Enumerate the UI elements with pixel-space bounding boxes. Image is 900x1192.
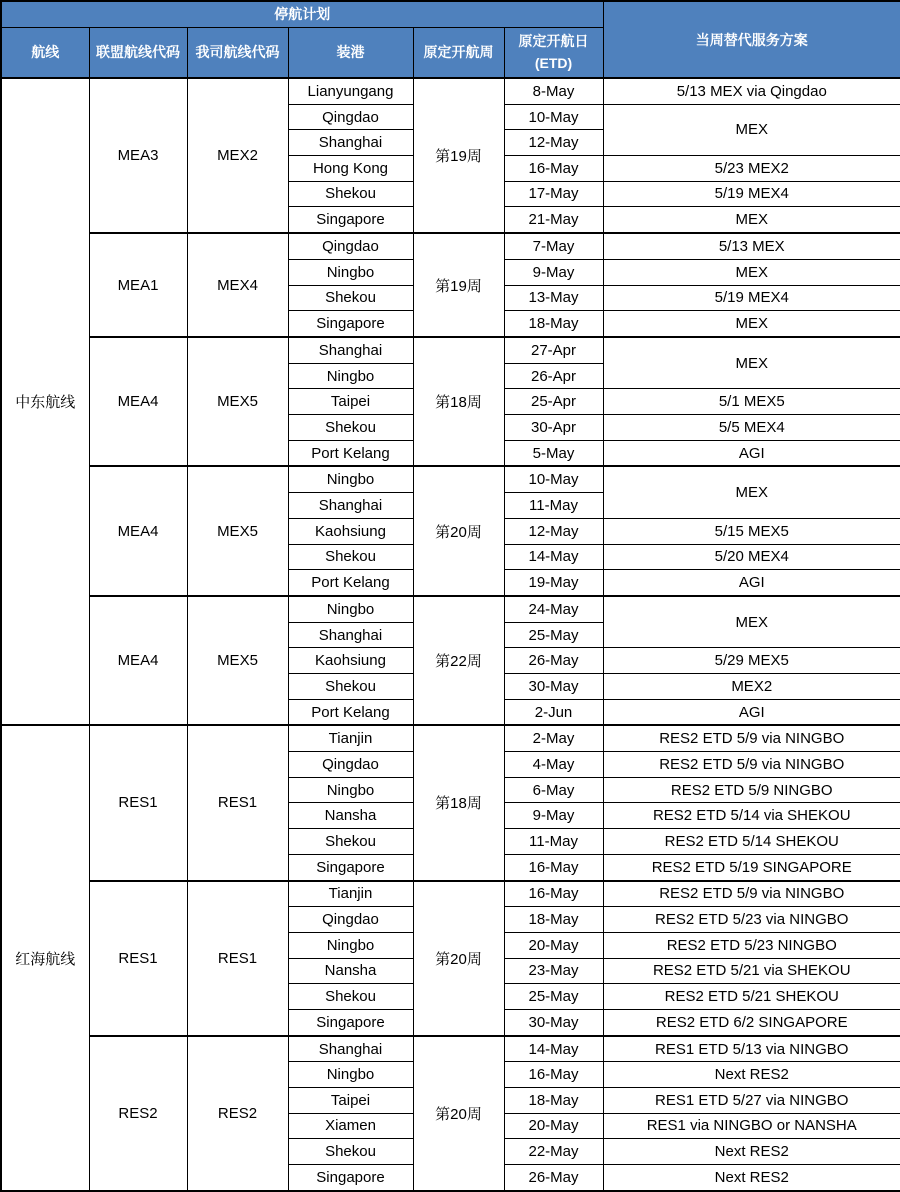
port-cell: Ningbo <box>288 259 413 285</box>
table-body <box>1 78 900 1191</box>
table-title: 停航计划 <box>1 1 603 27</box>
table-row <box>1 881 900 907</box>
alt-service-cell: RES2 ETD 5/21 via SHEKOU <box>603 958 900 984</box>
port-cell: Ningbo <box>288 932 413 958</box>
alliance-code-cell: RES2 <box>89 1036 187 1191</box>
port-cell: Shekou <box>288 1139 413 1165</box>
etd-cell: 8-May <box>504 78 603 104</box>
alt-service-cell: RES2 ETD 5/14 via SHEKOU <box>603 803 900 829</box>
etd-cell: 11-May <box>504 493 603 519</box>
etd-cell: 10-May <box>504 466 603 492</box>
etd-cell: 25-Apr <box>504 389 603 415</box>
port-cell: Kaohsiung <box>288 648 413 674</box>
alt-service-cell: RES2 ETD 5/9 via NINGBO <box>603 725 900 751</box>
alt-service-cell: RES2 ETD 5/19 SINGAPORE <box>603 854 900 880</box>
port-cell: Shekou <box>288 544 413 570</box>
week-cell: 第18周 <box>413 337 504 466</box>
table-row <box>1 725 900 751</box>
port-cell: Kaohsiung <box>288 518 413 544</box>
port-cell: Shekou <box>288 285 413 311</box>
port-cell: Shanghai <box>288 337 413 363</box>
etd-cell: 9-May <box>504 803 603 829</box>
etd-cell: 21-May <box>504 207 603 233</box>
port-cell: Qingdao <box>288 752 413 778</box>
port-cell: Tianjin <box>288 881 413 907</box>
port-cell: Singapore <box>288 1164 413 1191</box>
company-code-cell: MEX5 <box>187 337 288 466</box>
company-code-cell: MEX5 <box>187 466 288 595</box>
etd-cell: 18-May <box>504 907 603 933</box>
etd-cell: 25-May <box>504 622 603 648</box>
alt-service-cell: 5/5 MEX4 <box>603 415 900 441</box>
alt-service-cell: 5/1 MEX5 <box>603 389 900 415</box>
alt-service-cell: 5/13 MEX <box>603 233 900 259</box>
etd-cell: 14-May <box>504 1036 603 1062</box>
alt-service-header: 当周替代服务方案 <box>603 1 900 78</box>
alt-service-cell: 5/19 MEX4 <box>603 181 900 207</box>
company-code-cell: RES1 <box>187 881 288 1036</box>
alt-service-cell: MEX <box>603 596 900 648</box>
table-row <box>1 233 900 259</box>
port-cell: Shanghai <box>288 1036 413 1062</box>
port-cell: Shekou <box>288 673 413 699</box>
alt-service-cell: RES2 ETD 5/9 NINGBO <box>603 777 900 803</box>
port-cell: Qingdao <box>288 104 413 130</box>
etd-cell: 5-May <box>504 440 603 466</box>
alt-service-cell: AGI <box>603 699 900 725</box>
port-cell: Taipei <box>288 389 413 415</box>
alt-service-cell: 5/13 MEX via Qingdao <box>603 78 900 104</box>
alt-service-cell: RES2 ETD 5/23 via NINGBO <box>603 907 900 933</box>
alt-service-cell: RES1 via NINGBO or NANSHA <box>603 1113 900 1139</box>
port-cell: Tianjin <box>288 725 413 751</box>
alliance-code-cell: MEA4 <box>89 596 187 725</box>
company-code-cell: MEX4 <box>187 233 288 337</box>
etd-cell: 2-May <box>504 725 603 751</box>
company-code-cell: MEX2 <box>187 78 288 233</box>
alt-service-cell: 5/15 MEX5 <box>603 518 900 544</box>
alliance-code-cell: MEA3 <box>89 78 187 233</box>
port-cell: Taipei <box>288 1088 413 1114</box>
col-header-etd-line1: 原定开航日 <box>518 33 589 50</box>
col-header-week: 原定开航周 <box>413 27 504 78</box>
port-cell: Ningbo <box>288 596 413 622</box>
alt-service-cell: MEX <box>603 337 900 389</box>
table-row <box>1 596 900 622</box>
col-header-port: 装港 <box>288 27 413 78</box>
alt-service-cell: RES2 ETD 5/23 NINGBO <box>603 932 900 958</box>
etd-cell: 16-May <box>504 854 603 880</box>
etd-cell: 26-May <box>504 1164 603 1191</box>
etd-cell: 30-Apr <box>504 415 603 441</box>
port-cell: Port Kelang <box>288 570 413 596</box>
alt-service-cell: Next RES2 <box>603 1139 900 1165</box>
alt-service-cell: RES2 ETD 6/2 SINGAPORE <box>603 1009 900 1035</box>
col-header-company-code: 我司航线代码 <box>187 27 288 78</box>
route-cell: 红海航线 <box>1 725 89 1191</box>
etd-cell: 16-May <box>504 156 603 182</box>
etd-cell: 25-May <box>504 984 603 1010</box>
etd-cell: 12-May <box>504 130 603 156</box>
alt-service-cell: Next RES2 <box>603 1164 900 1191</box>
week-cell: 第18周 <box>413 725 504 880</box>
table-row <box>1 337 900 363</box>
etd-cell: 16-May <box>504 1062 603 1088</box>
port-cell: Shekou <box>288 415 413 441</box>
etd-cell: 2-Jun <box>504 699 603 725</box>
port-cell: Shanghai <box>288 493 413 519</box>
week-cell: 第19周 <box>413 78 504 233</box>
alt-service-cell: RES1 ETD 5/13 via NINGBO <box>603 1036 900 1062</box>
alt-service-cell: 5/29 MEX5 <box>603 648 900 674</box>
etd-cell: 26-May <box>504 648 603 674</box>
port-cell: Shanghai <box>288 130 413 156</box>
port-cell: Lianyungang <box>288 78 413 104</box>
etd-cell: 18-May <box>504 1088 603 1114</box>
port-cell: Port Kelang <box>288 699 413 725</box>
alt-service-cell: MEX2 <box>603 673 900 699</box>
alt-service-cell: MEX <box>603 259 900 285</box>
port-cell: Ningbo <box>288 466 413 492</box>
port-cell: Ningbo <box>288 777 413 803</box>
etd-cell: 20-May <box>504 1113 603 1139</box>
col-header-alliance-code: 联盟航线代码 <box>89 27 187 78</box>
port-cell: Xiamen <box>288 1113 413 1139</box>
port-cell: Singapore <box>288 854 413 880</box>
alt-service-cell: RES2 ETD 5/9 via NINGBO <box>603 881 900 907</box>
week-cell: 第20周 <box>413 881 504 1036</box>
port-cell: Shekou <box>288 829 413 855</box>
alliance-code-cell: MEA1 <box>89 233 187 337</box>
alliance-code-cell: RES1 <box>89 881 187 1036</box>
port-cell: Singapore <box>288 1009 413 1035</box>
alt-service-cell: MEX <box>603 104 900 155</box>
etd-cell: 16-May <box>504 881 603 907</box>
port-cell: Singapore <box>288 207 413 233</box>
week-cell: 第19周 <box>413 233 504 337</box>
etd-cell: 18-May <box>504 311 603 337</box>
port-cell: Hong Kong <box>288 156 413 182</box>
company-code-cell: RES2 <box>187 1036 288 1191</box>
alt-service-cell: RES1 ETD 5/27 via NINGBO <box>603 1088 900 1114</box>
alt-service-cell: RES2 ETD 5/21 SHEKOU <box>603 984 900 1010</box>
port-cell: Qingdao <box>288 907 413 933</box>
etd-cell: 10-May <box>504 104 603 130</box>
etd-cell: 24-May <box>504 596 603 622</box>
etd-cell: 26-Apr <box>504 363 603 389</box>
etd-cell: 20-May <box>504 932 603 958</box>
alt-service-cell: 5/19 MEX4 <box>603 285 900 311</box>
header-row-title <box>1 1 900 27</box>
company-code-cell: MEX5 <box>187 596 288 725</box>
etd-cell: 22-May <box>504 1139 603 1165</box>
col-header-route: 航线 <box>1 27 89 78</box>
table-row <box>1 78 900 104</box>
table-row <box>1 466 900 492</box>
port-cell: Ningbo <box>288 363 413 389</box>
port-cell: Ningbo <box>288 1062 413 1088</box>
port-cell: Shekou <box>288 984 413 1010</box>
etd-cell: 12-May <box>504 518 603 544</box>
etd-cell: 11-May <box>504 829 603 855</box>
port-cell: Nansha <box>288 803 413 829</box>
col-header-etd <box>504 27 603 78</box>
etd-cell: 27-Apr <box>504 337 603 363</box>
port-cell: Port Kelang <box>288 440 413 466</box>
etd-cell: 23-May <box>504 958 603 984</box>
etd-cell: 13-May <box>504 285 603 311</box>
alliance-code-cell: MEA4 <box>89 337 187 466</box>
alt-service-cell: Next RES2 <box>603 1062 900 1088</box>
port-cell: Qingdao <box>288 233 413 259</box>
etd-cell: 30-May <box>504 1009 603 1035</box>
col-header-etd-line2: (ETD) <box>534 55 573 72</box>
port-cell: Singapore <box>288 311 413 337</box>
week-cell: 第22周 <box>413 596 504 725</box>
week-cell: 第20周 <box>413 1036 504 1191</box>
alt-service-cell: 5/20 MEX4 <box>603 544 900 570</box>
table-row <box>1 1036 900 1062</box>
etd-cell: 30-May <box>504 673 603 699</box>
week-cell: 第20周 <box>413 466 504 595</box>
alt-service-cell: MEX <box>603 207 900 233</box>
etd-cell: 6-May <box>504 777 603 803</box>
etd-cell: 7-May <box>504 233 603 259</box>
alt-service-cell: RES2 ETD 5/9 via NINGBO <box>603 752 900 778</box>
etd-cell: 14-May <box>504 544 603 570</box>
port-cell: Nansha <box>288 958 413 984</box>
alliance-code-cell: MEA4 <box>89 466 187 595</box>
port-cell: Shekou <box>288 181 413 207</box>
alt-service-cell: MEX <box>603 466 900 518</box>
etd-cell: 9-May <box>504 259 603 285</box>
alt-service-cell: RES2 ETD 5/14 SHEKOU <box>603 829 900 855</box>
alt-service-cell: AGI <box>603 570 900 596</box>
port-cell: Shanghai <box>288 622 413 648</box>
route-cell: 中东航线 <box>1 78 89 725</box>
etd-cell: 19-May <box>504 570 603 596</box>
etd-cell: 4-May <box>504 752 603 778</box>
alt-service-cell: 5/23 MEX2 <box>603 156 900 182</box>
etd-cell: 17-May <box>504 181 603 207</box>
alt-service-cell: MEX <box>603 311 900 337</box>
alliance-code-cell: RES1 <box>89 725 187 880</box>
alt-service-cell: AGI <box>603 440 900 466</box>
company-code-cell: RES1 <box>187 725 288 880</box>
